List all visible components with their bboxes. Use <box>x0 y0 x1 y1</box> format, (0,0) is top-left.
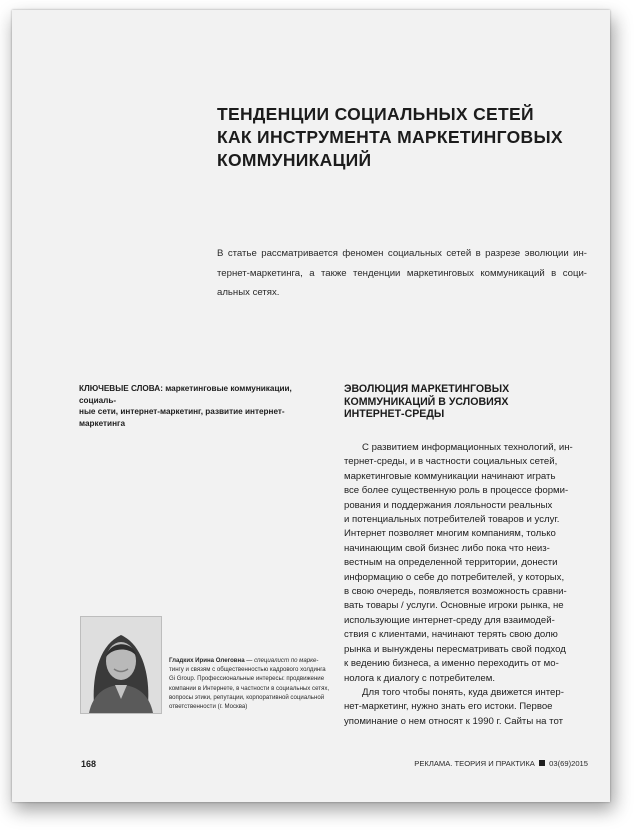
author-name: Гладких Ирина Олеговна <box>169 657 245 664</box>
separator-square-icon <box>539 760 545 766</box>
author-bio-line: тингу и связям с общественностью кадрового холдинга <box>169 666 326 674</box>
author-bio-line: компании в Интернете, в частности в социальных сетях, <box>169 684 330 692</box>
body-line: использующие интернет-среду для взаимодей- <box>344 614 555 626</box>
section-heading-line: ИНТЕРНЕТ-СРЕДЫ <box>344 408 445 420</box>
body-line: упоминание о нем относят к 1990 г. Сайты на тот <box>344 715 563 727</box>
section-heading-line: ЭВОЛЮЦИЯ МАРКЕТИНГОВЫХ <box>344 383 510 395</box>
body-line: С развитием информационных технологий, ин- <box>362 442 573 453</box>
body-line: вестным на определенной территории, донести <box>344 557 558 569</box>
section-heading <box>344 383 584 421</box>
body-line: к ведению бизнеса, а именно переходить от мо- <box>344 658 559 670</box>
keywords-block <box>79 383 329 429</box>
body-line: все более существенную роль в процессе форми- <box>344 485 569 497</box>
article-title-line: ТЕНДЕНЦИИ СОЦИАЛЬНЫХ СЕТЕЙ <box>217 104 534 124</box>
article-title-line: КАК ИНСТРУМЕНТА МАРКЕТИНГОВЫХ <box>217 127 563 147</box>
author-bio-line <box>169 656 339 665</box>
article-abstract <box>217 244 587 303</box>
body-line: Интернет позволяет многим компаниям, только <box>344 528 556 540</box>
body-line: Для того чтобы понять, куда движется интер- <box>362 686 564 698</box>
body-line: маркетинговые коммуникации начинают играть <box>344 470 556 482</box>
body-line: нет-маркетинг, нужно знать его истоки. Первое <box>344 701 553 713</box>
body-line: и потенциальных потребителей товаров и услуг. <box>344 514 560 526</box>
body-line: информацию о себе до потребителей, у которых, <box>344 571 565 583</box>
keywords-line: КЛЮЧЕВЫЕ СЛОВА: маркетинговые коммуникации, социаль- <box>79 384 292 405</box>
abstract-line: тернет-маркетинга, а также тенденции маркетинговых коммуникаций в соци- <box>217 267 587 279</box>
abstract-line: В статье рассматривается феномен социальных сетей в разрезе эволюции ин- <box>217 248 587 259</box>
author-role: — специалист по марке- <box>244 657 319 664</box>
body-line: нолога к диалогу с потребителем. <box>344 672 496 684</box>
article-body <box>344 441 589 729</box>
journal-footer <box>412 759 588 768</box>
author-portrait-icon <box>81 617 161 713</box>
section-heading-line: КОММУНИКАЦИЙ В УСЛОВИЯХ <box>344 395 509 408</box>
author-bio-line: вопросы этики, репутации, корпоративной социальной <box>169 693 325 701</box>
body-line: вать товары / услуги. Основные игроки рынка, не <box>344 600 564 612</box>
body-line: рынка и вынуждены пересматривать свой подход <box>344 643 566 655</box>
body-line: в свою очередь, появляется возможность сравни- <box>344 586 567 598</box>
body-line: тернет-среды, и в частности социальных сетей, <box>344 456 558 468</box>
body-line: рования и поддержания лояльности реальных <box>344 499 553 511</box>
journal-name: РЕКЛАМА. ТЕОРИЯ И ПРАКТИКА <box>414 759 535 768</box>
author-photo <box>80 616 162 714</box>
journal-issue: 03(69)2015 <box>549 759 588 768</box>
body-line: ствия с клиентами, начинают терять свою долю <box>344 629 558 641</box>
article-title <box>217 103 597 172</box>
abstract-line: альных сетях. <box>217 287 280 298</box>
body-line: начинающим свой бизнес либо пока что неиз- <box>344 542 550 554</box>
magazine-page <box>12 10 610 802</box>
author-bio <box>169 656 339 711</box>
article-title-line: КОММУНИКАЦИЙ <box>217 150 372 170</box>
author-bio-line: ответственности (г. Москва) <box>169 703 248 711</box>
author-bio-line: Gi Group. Профессиональные интересы: продвижение <box>169 675 325 683</box>
keywords-line: ные сети, интернет-маркетинг, развитие интернет-маркетинга <box>79 407 285 428</box>
page-number: 168 <box>81 759 97 769</box>
